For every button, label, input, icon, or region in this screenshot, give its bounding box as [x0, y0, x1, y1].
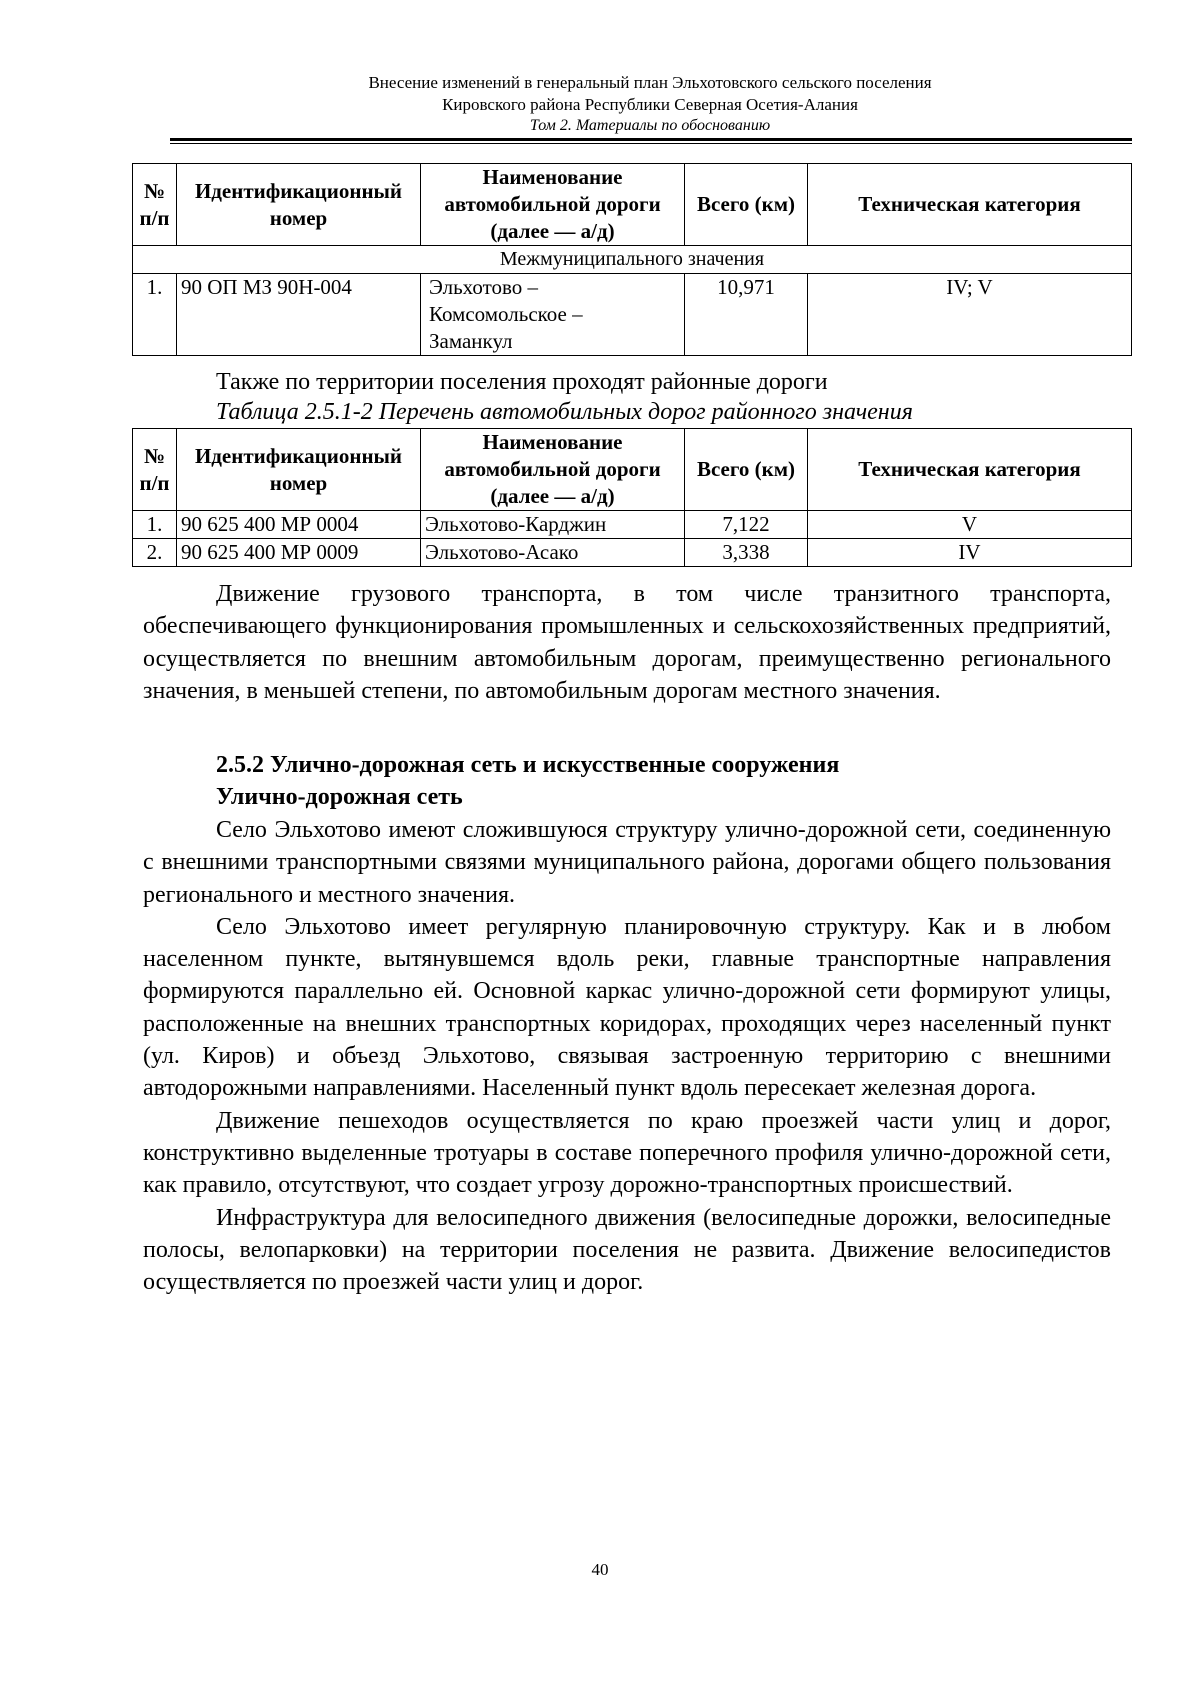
header-line-3: Том 2. Материалы по обоснованию	[529, 117, 771, 134]
col-header-num: № п/п	[133, 164, 177, 246]
col-header-name: Наименование автомобильной дороги (далее — а/д)	[421, 164, 685, 246]
districts-roads-intro: Также по территории поселения проходят районные дороги	[216, 369, 828, 395]
paragraph: Село Эльхотово имеют сложившуюся структуру улично-дорожной сети, соединенную с внешними транспортными связями муниципального района, дорогами общего пользования регионального и местного значения.	[143, 817, 1111, 908]
header-line-1: Внесение изменений в генеральный план Эльхотовского сельского поселения	[368, 73, 932, 92]
section-heading: 2.5.2 Улично-дорожная сеть и искусственные сооружения	[216, 752, 840, 778]
table-row	[133, 274, 1132, 356]
col-header-name: Наименование автомобильной дороги (далее — а/д)	[421, 429, 685, 511]
paragraph: Движение пешеходов осуществляется по краю проезжей части улиц и дорог, конструктивно выделенные тротуары в составе поперечного профиля улично-дорожной сети, как правило, отсутствуют, что создает угрозу дорожно-транспортных происшествий.	[143, 1107, 1111, 1199]
section-subheading: Улично-дорожная сеть	[216, 784, 463, 810]
col-header-total: Всего (км)	[685, 429, 808, 511]
cell-category: V	[808, 511, 1132, 539]
col-header-category: Техническая категория	[808, 429, 1132, 511]
cell-total: 7,122	[685, 511, 808, 539]
page-number: 40	[591, 1560, 609, 1579]
table-row	[133, 539, 1132, 567]
interm-roads-table	[132, 163, 1132, 356]
cell-num: 1.	[133, 274, 177, 356]
table-group-label: Межмуниципального значения	[133, 246, 1132, 274]
col-header-num: № п/п	[133, 429, 177, 511]
cell-total: 10,971	[685, 274, 808, 356]
cell-num: 2.	[133, 539, 177, 567]
cell-total: 3,338	[685, 539, 808, 567]
cell-num: 1.	[133, 511, 177, 539]
district-roads-table	[132, 428, 1132, 567]
header-line-2: Кировского района Республики Северная Осетия-Алания	[442, 95, 858, 114]
header-rule-thick	[170, 138, 1132, 141]
col-header-total: Всего (км)	[685, 164, 808, 246]
table-caption: Таблица 2.5.1-2 Перечень автомобильных дорог районного значения	[216, 399, 913, 425]
cell-category: IV	[808, 539, 1132, 567]
header-rule-thin	[170, 143, 1132, 144]
cell-name: Эльхотово-Карджин	[421, 511, 685, 539]
paragraph: Село Эльхотово имеет регулярную планировочную структуру. Как и в любом населенном пункте, вытянувшемся вдоль реки, главные транспортные направления формируются параллельно ей. Основной каркас улично-дорожной сети формируют улицы, расположенные на внешних транспортных коридорах, проходящих через населенный пункт (ул. Киров) и объезд Эльхотово, связывая застроенную территорию с внешними автодорожными направлениями. Населенный пункт вдоль пересекает железная дорога.	[143, 913, 1111, 1102]
col-header-id: Идентификационный номер	[177, 429, 421, 511]
paragraph: Движение грузового транспорта, в том числе транзитного транспорта, обеспечивающего функционирования промышленных и сельскохозяйственных предприятий, осуществляется по внешним автомобильным дорогам, преимущественно регионального значения, в меньшей степени, по автомобильным дорогам местного значения.	[143, 581, 1111, 704]
section-body	[143, 814, 1111, 1298]
cell-id: 90 625 400 МР 0009	[177, 539, 421, 567]
cell-category: IV; V	[808, 274, 1132, 356]
cell-id: 90 625 400 МР 0004	[177, 511, 421, 539]
col-header-id: Идентификационный номер	[177, 164, 421, 246]
cell-id: 90 ОП МЗ 90Н-004	[177, 274, 421, 356]
table-row	[133, 511, 1132, 539]
freight-paragraph-block	[143, 578, 1111, 707]
cell-name: Эльхотово – Комсомольское – Заманкул	[421, 274, 685, 356]
document-header	[170, 72, 1130, 136]
paragraph: Инфраструктура для велосипедного движения (велосипедные дорожки, велосипедные полосы, велопарковки) на территории поселения не развита. Движение велосипедистов осуществляется по проезжей части улиц и дорог.	[143, 1204, 1111, 1296]
col-header-category: Техническая категория	[808, 164, 1132, 246]
cell-name: Эльхотово-Асако	[421, 539, 685, 567]
